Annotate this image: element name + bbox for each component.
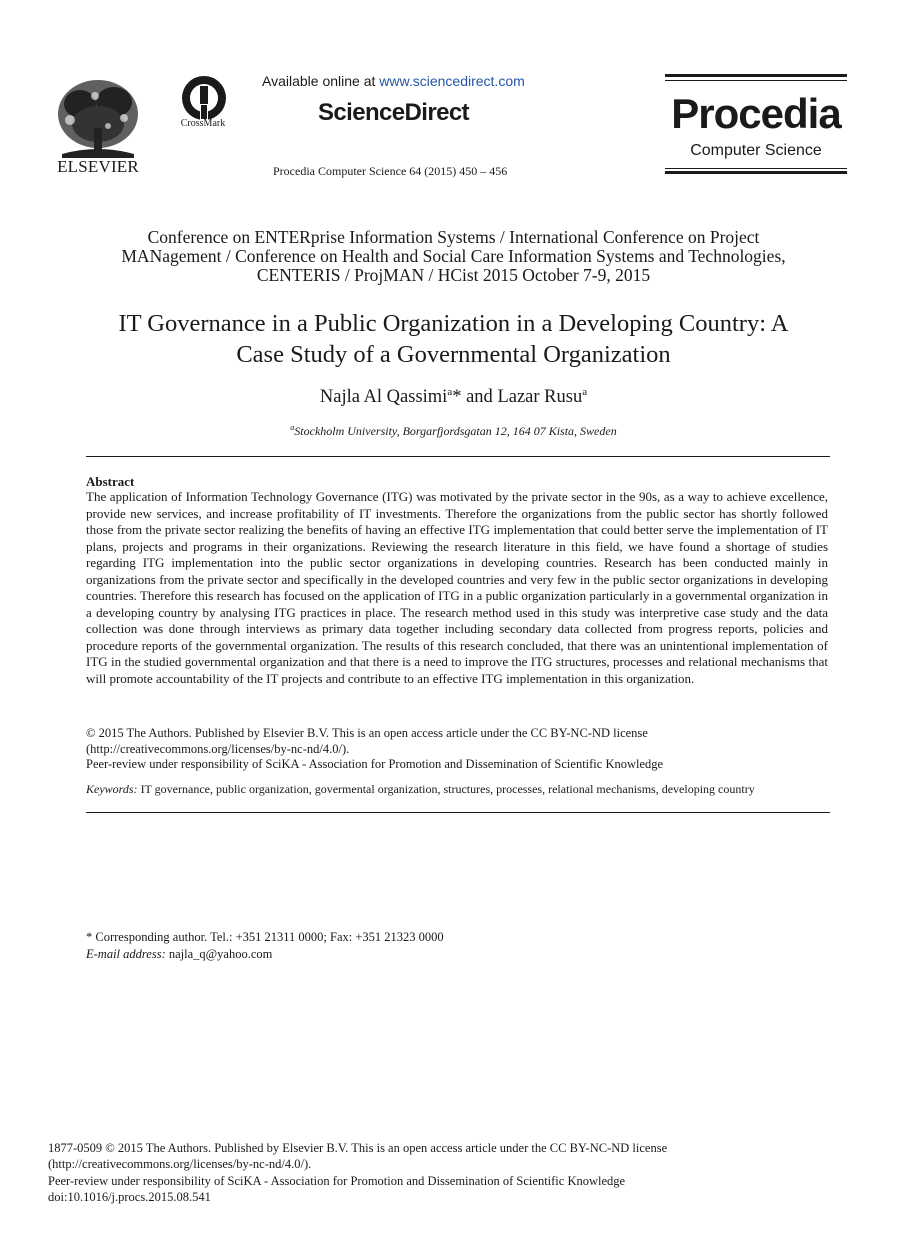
issn-copyright: 1877-0509 © 2015 The Authors. Published by Elsevier B.V. This is an open access article under the CC BY-NC-ND license <box>48 1141 668 1155</box>
title-line-2: Case Study of a Governmental Organization <box>236 341 671 368</box>
bottom-divider <box>86 812 830 813</box>
author-list <box>60 386 847 408</box>
keywords-label: Keywords: <box>86 782 138 796</box>
footer-peer-review: Peer-review under responsibility of SciKA - Association for Promotion and Dissemination of Scientific Knowledge <box>48 1173 626 1188</box>
conference-line-1: Conference on ENTERprise Information Systems / International Conference on Project <box>147 227 760 247</box>
available-online-prefix: Available online at <box>262 73 380 89</box>
keywords <box>86 782 828 797</box>
procedia-bottom-rule-thin <box>665 168 847 169</box>
procedia-logo <box>665 74 847 174</box>
sciencedirect-brand: ScienceDirect <box>318 99 469 126</box>
procedia-bottom-rule <box>665 171 847 174</box>
procedia-top-rule-thin <box>665 80 847 81</box>
doi[interactable]: doi:10.1016/j.procs.2015.08.541 <box>48 1189 211 1204</box>
copyright-notice <box>86 726 828 773</box>
footer-license-link[interactable]: (http://creativecommons.org/licenses/by-nc-nd/4.0/). <box>48 1157 312 1172</box>
paper-title <box>40 308 867 370</box>
abstract-body: The application of Information Technology Governance (ITG) was motivated by the private sector in the 90s, as a way to achieve excellence, provide new services, and increase profitability of IT investments. Therefore the organizations from the public sector has shortly followed those from the private sector realizing the benefits of having an effective ITG implementation that could better serve the implementation of IT plans, projects and programs in their organizations. Reviewing the research literature in this field, we have found a shortage of studies regarding ITG implementation into the public sector organizations in developing countries. Research has been conducted mainly in organizations from the private sector and specifically in the developed countries and very few in the public sector organizations in developing countries. Therefore this research has focused on the application of ITG in a public organization particularly in a governmental organization in a developing country by analysing ITG practices in place. The research method used in this study was interpretive case study and the data collection was done through interviews as primary data together including secondary data collected from progress reports, policies and procedure reports of the governmental organization. The results of this research concluded, that there was an unintentional implementation of ITG in the studied governmental organization and that there is a need to improve the ITG structures, processes and relational mechanisms that will promote accountability of the IT projects and contribute to an effective ITG implementation in this organization. <box>86 489 828 686</box>
procedia-top-rule <box>665 74 847 77</box>
author-connector: and <box>461 387 498 408</box>
conference-line-3: CENTERIS / ProjMAN / HCist 2015 October 7-9, 2015 <box>256 265 651 285</box>
license-link[interactable]: (http://creativecommons.org/licenses/by-nc-nd/4.0/). <box>86 741 350 756</box>
conference-info <box>60 228 847 285</box>
email-address[interactable]: najla_q@yahoo.com <box>165 946 273 961</box>
keywords-list: IT governance, public organization, govermental organization, structures, processes, relational mechanisms, developing country <box>137 782 755 796</box>
email-label: E-mail address: <box>86 946 166 961</box>
page-footer <box>48 1140 848 1205</box>
top-divider <box>86 456 830 457</box>
title-line-1: IT Governance in a Public Organization in a Developing Country: A <box>118 310 789 337</box>
publisher-name: ELSEVIER <box>57 157 139 176</box>
procedia-title: Procedia <box>671 90 841 137</box>
author-1-affiliation-mark: a <box>447 386 453 398</box>
corresponding-mark: * <box>452 387 462 408</box>
peer-review-notice: Peer-review under responsibility of SciKA - Association for Promotion and Dissemination of Scientific Knowledge <box>86 757 664 771</box>
affiliation-text: Stockholm University, Borgarfjordsgatan 12, 164 07 Kista, Sweden <box>294 424 617 438</box>
affiliation-mark: a <box>290 423 295 432</box>
procedia-subtitle: Computer Science <box>690 142 822 159</box>
journal-reference: Procedia Computer Science 64 (2015) 450 – 456 <box>273 164 508 178</box>
available-online <box>262 73 525 89</box>
email-line <box>86 946 828 963</box>
corresponding-contact: * Corresponding author. Tel.: +351 21311 0000; Fax: +351 21323 0000 <box>86 930 444 944</box>
copyright-line-1: © 2015 The Authors. Published by Elsevier B.V. This is an open access article under the CC BY-NC-ND license <box>86 726 648 740</box>
sciencedirect-link[interactable]: www.sciencedirect.com <box>379 73 525 89</box>
author-1: Najla Al Qassimi <box>319 387 448 408</box>
corresponding-author-footnote <box>86 929 828 962</box>
abstract-heading: Abstract <box>86 474 135 489</box>
author-2-affiliation-mark: a <box>582 386 588 398</box>
crossmark-label: CrossMark <box>180 118 226 129</box>
affiliation <box>60 423 847 439</box>
author-2: Lazar Rusu <box>497 387 583 408</box>
conference-line-2: MANagement / Conference on Health and Social Care Information Systems and Technologies, <box>121 246 786 266</box>
